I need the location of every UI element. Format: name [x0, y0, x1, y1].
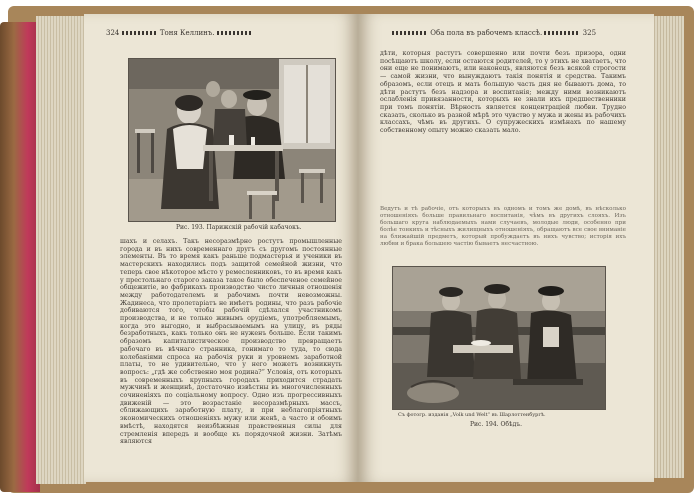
left-body-paragraph: шахъ и селахъ. Такъ несоразмѣрно ростутъ промышленные города и въ нихъ современнаго другъ съ другомъ постоянные элементы. Въ то время какъ раньше подмастерья и ученики въ мастерскихъ находились подъ защитой семейной жизни, что теперь свое нѣкоторое мѣсто у ремесленниковъ, то въ время какъ у престольнаго старого заказа такое было обеспеченое семейное общежитіе, во фабрикахъ производство чисто личныя отношенія между работодателемъ и рабочимъ почти невозможны. Жадинеса, что пролетаріатъ не имѣетъ родины, что разъ рабочіе добиваются того, чтобы рабочій сдѣлался участникомъ производства, и не только живымъ орудіемъ, употребляемымъ, когда это выгодно, и выбрасываемымъ на улицу, въ ряды безработныхъ, какъ только онъ не нуженъ больше. Если такимъ образомъ капиталистическое производство превращаетъ рабочаго въ вѣчнаго странника, гонимаго то туда, то сюда колебаніями спроса на рабочія руки и уровнемъ заработной платы, то не удивительно, что у него можетъ возникнуть вопросъ: „гдѣ же собственно моя родина?“ Условія, отъ которыхъ въ современныхъ крупныхъ городахъ приходится страдать мужчинѣ и женщинѣ, достаточно извѣстны въ многочисленныхъ сочиненіяхъ по соціальному вопросу. Одно изъ прогрессивныхъ движеній — это возрастаніе несоразмѣрныхъ массъ, сближающихъ заработную плату, и при неблагопріятныхъ экономическихъ отношеніяхъ мужу или женѣ, а часто и обоимъ вмѣстѣ, находятся неизбѣжныя правственныя силы для стремленія впередъ и вообще къ порядочной жизни. Затѣмъ являются	[120, 238, 342, 446]
left-running-head	[106, 29, 253, 37]
ornament-rule	[122, 31, 158, 35]
meal-scene-illustration	[393, 267, 605, 409]
left-page-number: 324	[106, 29, 120, 37]
right-running-title: Оба пола въ рабочемъ классѣ.	[430, 29, 543, 37]
figure-194-caption: Рис. 194. Обѣдъ.	[470, 421, 523, 428]
figure-193-photo	[128, 58, 336, 222]
figure-193-caption: Рис. 193. Парижскій рабочій кабачокъ.	[176, 224, 302, 231]
right-top-paragraph: дѣти, которыя растутъ совершенно или почти безъ призора, одни посѣщаютъ школу, если остаются родителей, то у этихъ не хватаетъ, что они еще не понимаютъ, или наконецъ, являются безъ всякой строгости — самой жизни, что вынуждаютъ такія понятія и средства. Такимъ образомъ, если отецъ и мать большую часть дня не бываютъ дома, то дѣти растутъ безъ надзора и воспитанія; между ними возникаютъ ослабленія привязанности, которыхъ не знали ихъ предшественники при томъ понятіи. Вѣрность является концентраціей любви. Трудно сказать, сколько въ разной мѣрѣ это чувство у мужа и жены въ рабочихъ классахъ, чѣмъ въ другихъ. О супружескихъ измѣнахъ по нашему собственному опыту можно сказать мало.	[380, 50, 626, 135]
left-body-text	[120, 238, 342, 474]
left-page-stack	[36, 16, 86, 484]
ornament-rule	[392, 31, 428, 35]
ornament-rule	[544, 31, 580, 35]
left-running-title: Тоня Келлинъ.	[159, 29, 215, 37]
right-running-head	[392, 29, 596, 37]
figure-194-photo	[392, 266, 606, 410]
figure-194-credit: Съ фотогр. изданія „Volk und Welt“ въ Шарлоттенбургѣ.	[398, 412, 546, 418]
right-bottom-paragraph: Ведутъ и тѣ рабочіе, отъ которыхъ въ одномъ и томъ же домѣ, въ нѣсколько отношеніяхъ больше правильнаго воспитанія, чѣмъ въ другихъ слояхъ. Изъ большаго круга наблюдаемыхъ нами случаевъ, молодые люди, особенно при болѣе тонкихъ и тѣсныхъ жилищныхъ отношеніяхъ, обращаютъ все свое вниманіе на ближайшій предметъ, который пробуждаетъ въ нихъ чувство; исторія ихъ любви и брака большею частію бываетъ несчастною.	[380, 206, 626, 247]
cafe-scene-illustration	[129, 59, 335, 221]
right-page-number: 325	[582, 29, 597, 37]
cover-spine-edge	[0, 22, 40, 492]
right-page-stack	[652, 16, 684, 478]
right-body-text-top	[380, 50, 626, 200]
left-page	[84, 14, 358, 482]
right-page	[358, 14, 654, 482]
ornament-rule	[217, 31, 253, 35]
right-body-text-bottom	[380, 206, 626, 262]
